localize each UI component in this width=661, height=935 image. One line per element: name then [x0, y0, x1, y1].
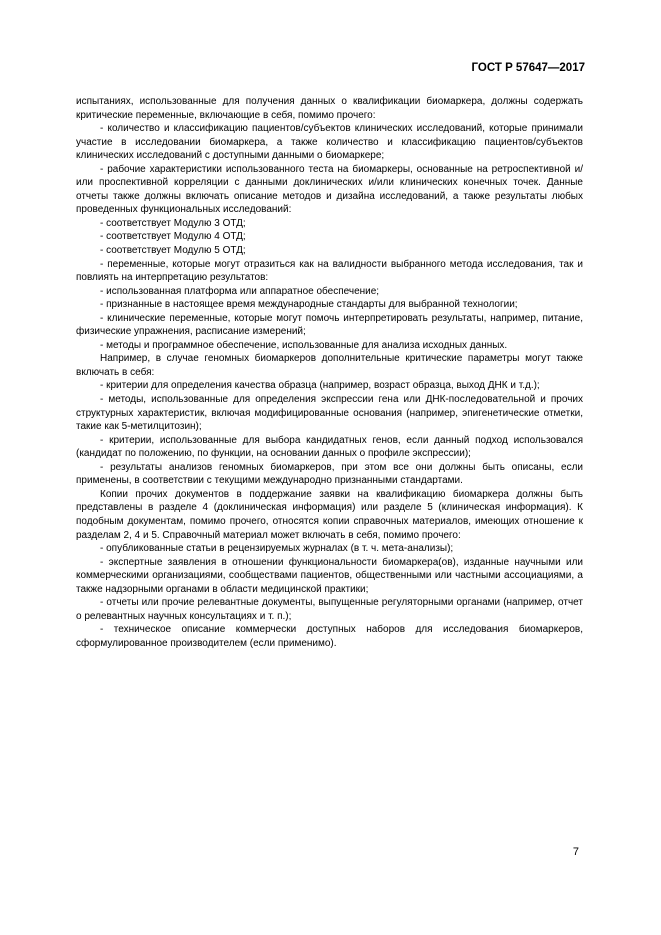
paragraph: - количество и классификацию пациентов/субъектов клинических исследований, которые принимали участие в исследовании биомаркера, а также количество и классификацию пациентов/субъектов клинических исследований с доступными данными о биомаркере; [76, 123, 583, 162]
document-code: ГОСТ Р 57647—2017 [471, 62, 585, 74]
paragraph: - соответствует Модулю 3 ОТД; [100, 217, 246, 229]
paragraph: - рабочие характеристики использованного теста на биомаркеры, основанные на ретроспективной и/или проспективной корреляции с данными доклинических и/или клинических конечных точек. Данные отчеты также должны включать описание методов и дизайна исследований, а также результаты любых проведенных функциональных исследований: [76, 163, 583, 216]
paragraph: - результаты анализов геномных биомаркеров, при этом все они должны быть описаны, если применены, в соответствии с текущими международно признанными стандартами. [76, 461, 583, 487]
paragraph: - использованная платформа или аппаратное обеспечение; [100, 285, 380, 297]
paragraph: Копии прочих документов в поддержание заявки на квалификацию биомаркера должны быть представлены в разделе 4 (доклиническая информация) или разделе 5 (клиническая информация). К подобным документам, помимо прочего, относятся копии справочных материалов, имеющих отношение к разделам 2, 4 и 5. Справочный материал может включать в себя, помимо прочего: [76, 488, 583, 541]
paragraph: испытаниях, использованные для получения данных о квалификации биомаркера, должны содержать критические переменные, включающие в себя, помимо прочего: [76, 96, 583, 121]
paragraph: - критерии, использованные для выбора кандидатных генов, если данный подход использовался (кандидат по положению, по функции, на основании данных о профиле экспрессии); [76, 434, 583, 460]
paragraph: - соответствует Модулю 4 ОТД; [100, 231, 246, 243]
paragraph: - соответствует Модулю 5 ОТД; [100, 245, 246, 257]
page-number: 7 [572, 846, 579, 858]
paragraph: - переменные, которые могут отразиться как на валидности выбранного метода исследования, так и повлиять на интерпретацию результатов: [76, 258, 583, 284]
paragraph: - критерии для определения качества образца (например, возраст образца, выход ДНК и т.д.); [100, 380, 540, 392]
paragraph: Например, в случае геномных биомаркеров дополнительные критические параметры могут также включать в себя: [76, 353, 583, 378]
body-text [76, 95, 583, 650]
paragraph: - методы, использованные для определения экспрессии гена или ДНК-последовательной и прочих структурных характеристик, включая модифицированные основания (например, эпигенетические отметки, такие как 5-метилцитозин); [76, 394, 583, 433]
paragraph: - методы и программное обеспечение, использованные для анализа исходных данных. [100, 339, 508, 351]
paragraph: - экспертные заявления в отношении функциональности биомаркера(ов), изданные научными или коммерческими организациями, сообществами пациентов, общественными или частными ассоциациями, а также надзорными органами в области медицинской практики; [76, 556, 583, 595]
paragraph: - опубликованные статьи в рецензируемых журналах (в т. ч. мета-анализы); [100, 543, 454, 555]
paragraph: - техническое описание коммерчески доступных наборов для исследования биомаркеров, сформулированное производителем (если применимо). [76, 624, 583, 649]
paragraph: - отчеты или прочие релевантные документы, выпущенные регуляторными органами (например, отчет о релевантных научных консультациях и т. п.); [76, 597, 583, 622]
paragraph: - признанные в настоящее время международные стандарты для выбранной технологии; [100, 299, 518, 311]
paragraph: - клинические переменные, которые могут помочь интерпретировать результаты, например, питание, физические упражнения, расписание измерений; [76, 312, 583, 338]
